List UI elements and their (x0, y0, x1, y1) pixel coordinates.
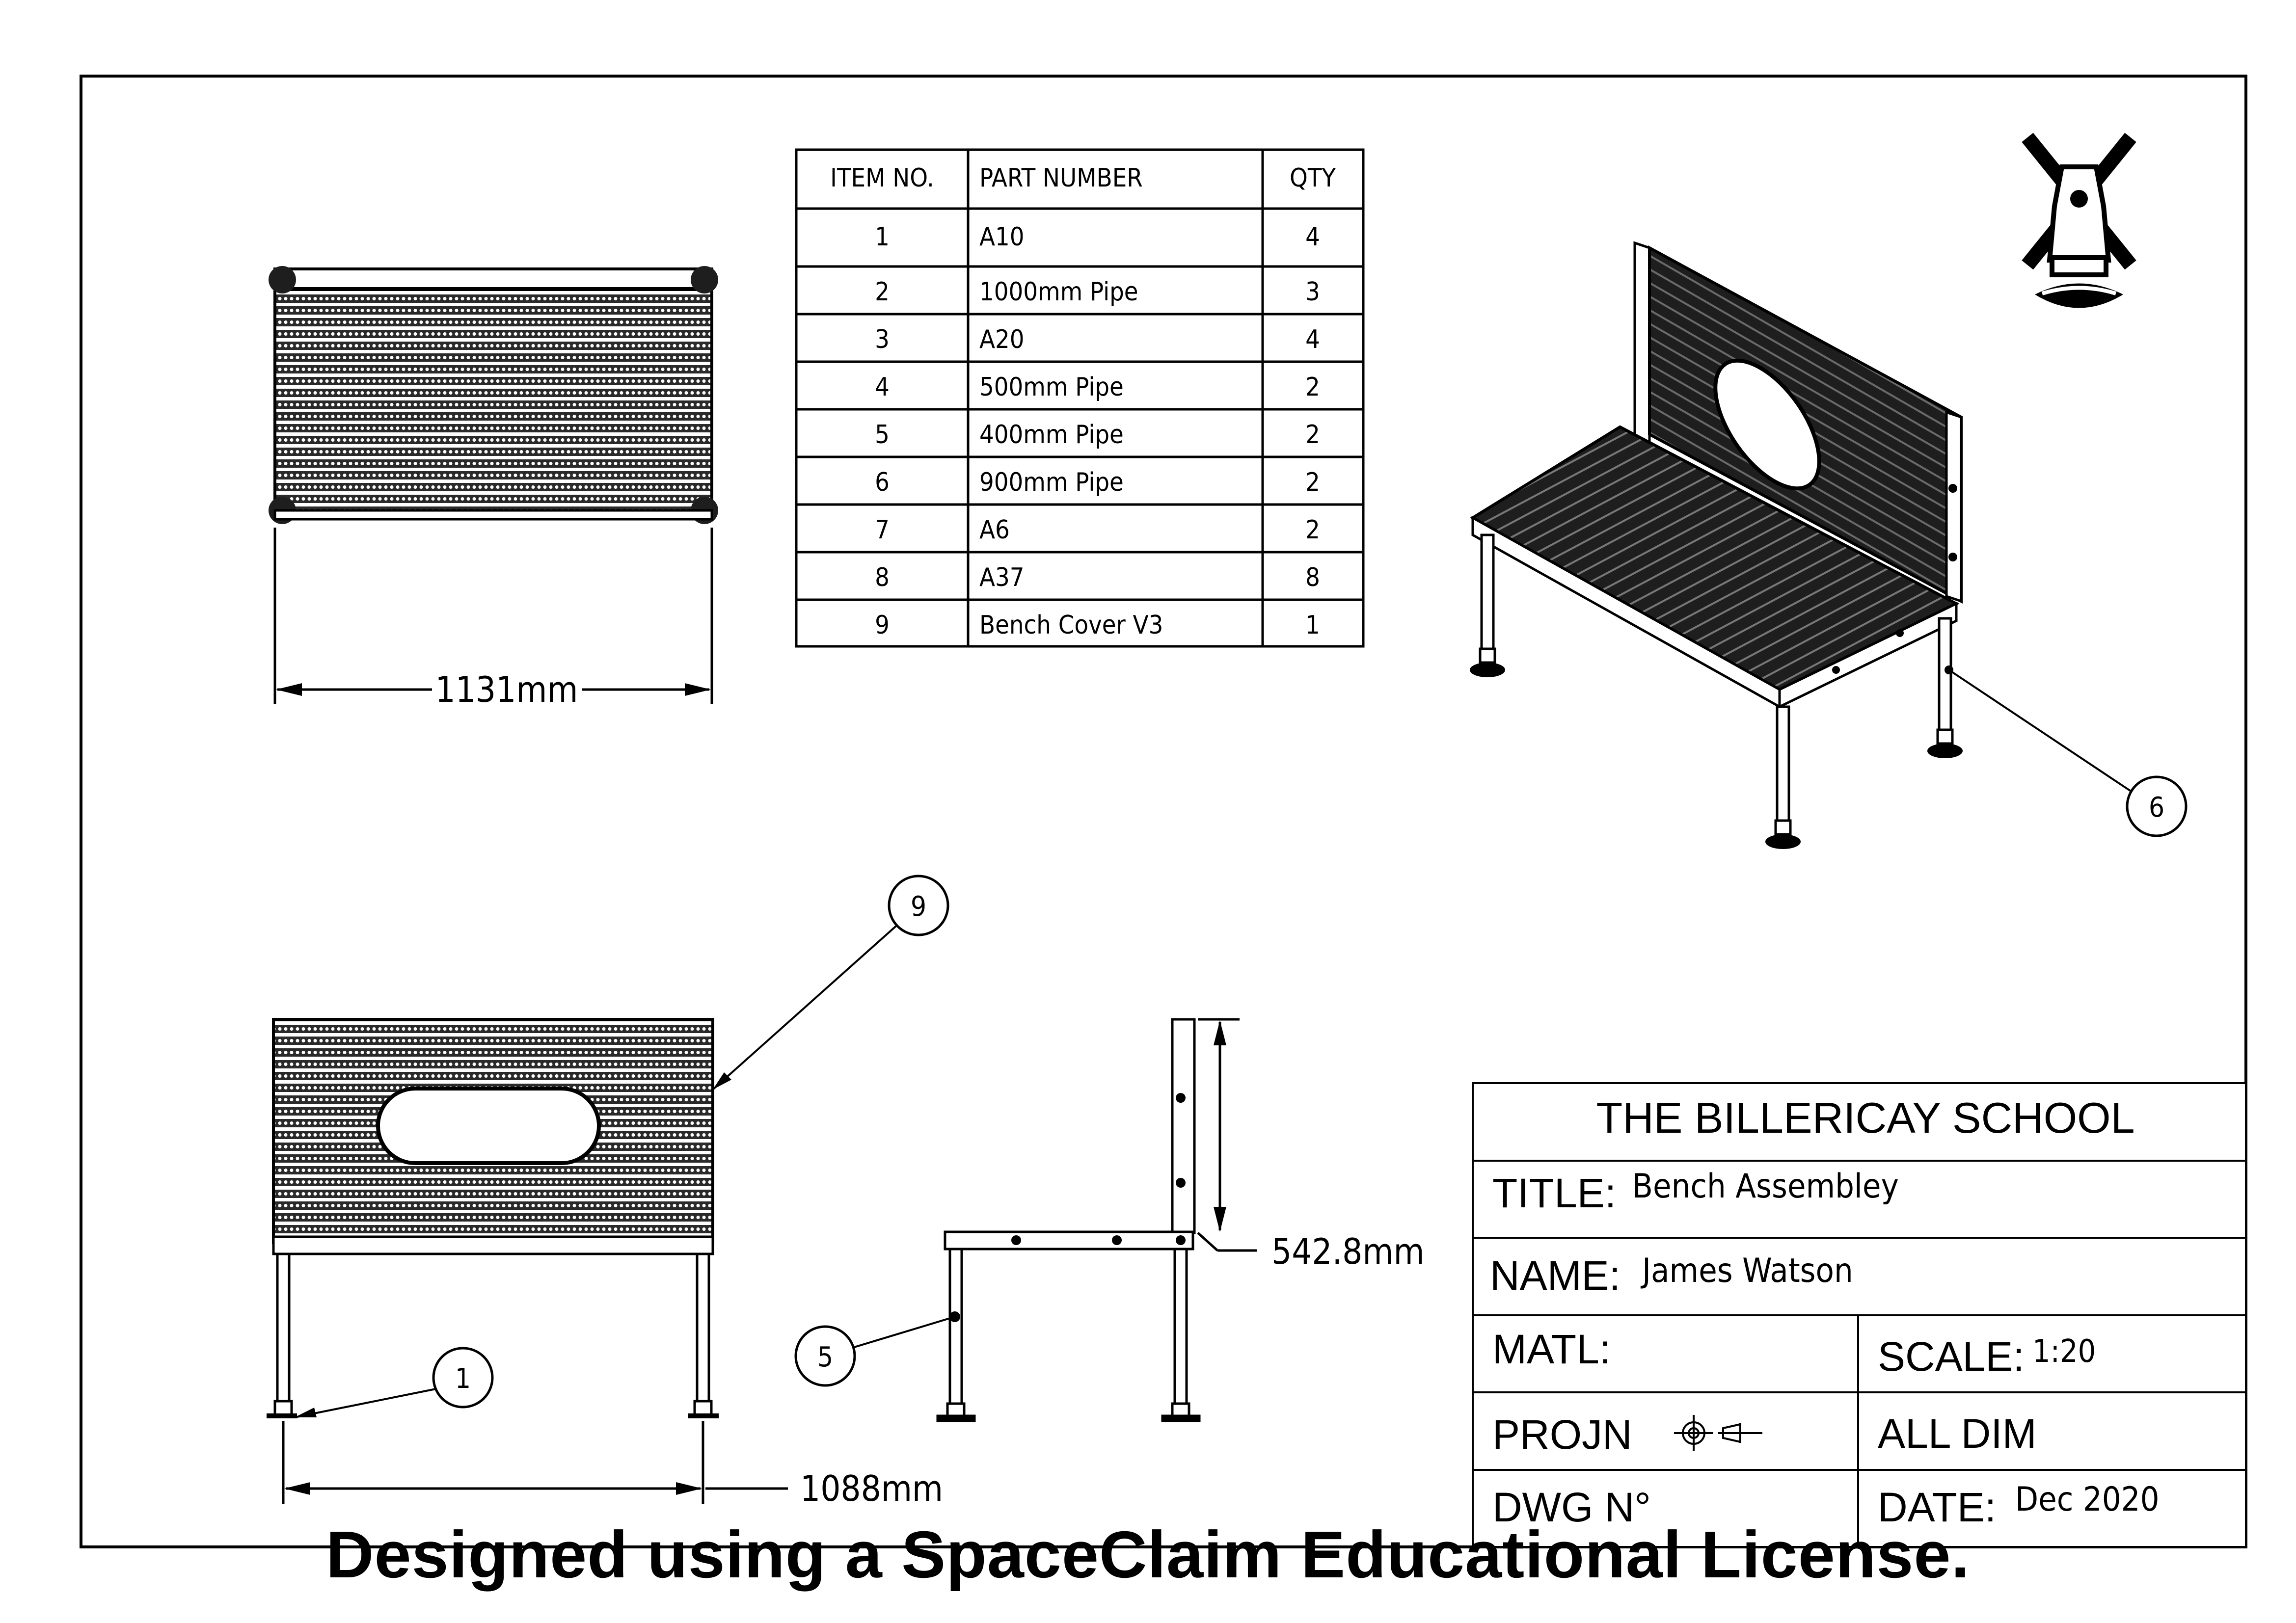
table-row: 3 (1305, 277, 1320, 307)
school-name: THE BILLERICAY SCHOOL (1596, 1093, 2135, 1142)
table-row: 2 (875, 277, 890, 307)
table-row: 1 (1305, 611, 1320, 640)
table-row: 1 (875, 222, 890, 252)
table-row: 8 (1305, 563, 1320, 592)
table-row: A10 (979, 222, 1025, 252)
table-row: 2 (1305, 372, 1320, 402)
scale-value: 1:20 (2032, 1333, 2096, 1370)
table-row: 400mm Pipe (979, 420, 1124, 450)
table-row: 900mm Pipe (979, 468, 1124, 497)
all-dim-label: ALL DIM (1878, 1410, 2037, 1457)
name-label: NAME: (1490, 1252, 1621, 1299)
balloon-9-label: 9 (910, 891, 927, 923)
projn-label: PROJN (1492, 1411, 1632, 1458)
title-label: TITLE: (1492, 1170, 1617, 1216)
table-row: 5 (875, 420, 890, 450)
balloon-5-leader (854, 1317, 955, 1347)
date-value: Dec 2020 (2015, 1480, 2160, 1519)
balloon-1-label: 1 (455, 1363, 471, 1395)
name-value: James Watson (1642, 1251, 1853, 1290)
table-row: 500mm Pipe (979, 372, 1124, 402)
back-height-label: 542.8mm (1271, 1231, 1425, 1272)
bom-header-item: ITEM NO. (830, 163, 934, 193)
scale-label: SCALE: (1878, 1333, 2025, 1380)
table-row: 8 (875, 563, 890, 592)
table-row: A37 (979, 563, 1025, 592)
bom-header (830, 163, 1336, 193)
table-row: 9 (875, 611, 890, 640)
title-value: Bench Assembley (1632, 1167, 1899, 1206)
bom-rows (875, 222, 1320, 640)
balloon-9-leader (713, 923, 900, 1090)
table-row: 4 (1305, 325, 1320, 354)
side-view-bolts (949, 1093, 1186, 1322)
side-view (938, 1019, 1199, 1421)
bom-header-part: PART NUMBER (979, 163, 1143, 193)
table-row: 7 (875, 515, 890, 545)
balloon-1-leader (295, 1389, 436, 1417)
front-view (267, 1019, 719, 1418)
table-row: 2 (1305, 420, 1320, 450)
license-banner: Designed using a SpaceClaim Educational License. (326, 1517, 1970, 1592)
date-label: DATE: (1878, 1484, 1997, 1530)
balloon-6-label: 6 (2148, 792, 2165, 824)
back-height-dimension (1198, 1019, 1257, 1251)
balloon-5-label: 5 (817, 1341, 834, 1373)
table-row: A20 (979, 325, 1025, 354)
isometric-view (1470, 243, 1963, 849)
table-row: 4 (1305, 222, 1320, 252)
table-row: A6 (979, 515, 1010, 545)
bom-header-qty: QTY (1290, 163, 1336, 193)
table-row: 2 (1305, 468, 1320, 497)
table-row: 3 (875, 325, 890, 354)
front-width-label: 1088mm (800, 1468, 944, 1509)
dwg-label: DWG N° (1492, 1484, 1651, 1530)
table-row: 6 (875, 468, 890, 497)
matl-label: MATL: (1492, 1326, 1611, 1372)
top-width-label: 1131mm (435, 669, 578, 710)
front-width-dimension (283, 1421, 788, 1504)
title-block (1473, 1083, 2246, 1547)
balloon-6-leader (1949, 670, 2133, 793)
table-row: 2 (1305, 515, 1320, 545)
table-row: Bench Cover V3 (979, 611, 1163, 640)
top-view (269, 266, 718, 524)
table-row: 1000mm Pipe (979, 277, 1138, 307)
windmill-logo-icon (2027, 137, 2131, 308)
table-row: 4 (875, 372, 890, 402)
